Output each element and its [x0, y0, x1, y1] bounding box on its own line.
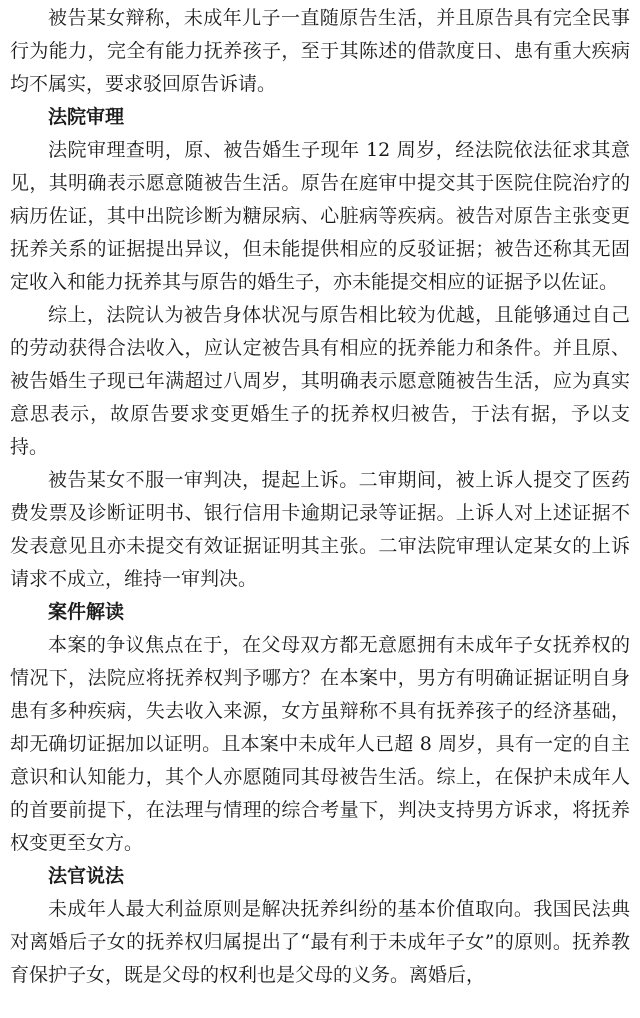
paragraph-appeal: 被告某女不服一审判决，提起上诉。二审期间，被上诉人提交了医药费发票及诊断证明书、银行信用卡逾期记录等证据。上诉人对上述证据不发表意见且亦未提交有效证据证明其主张。二审法院审理认定某女的上诉请求不成立，维持一审判决。: [10, 469, 630, 590]
paragraph-case-analysis: 本案的争议焦点在于，在父母双方都无意愿拥有未成年子女抚养权的情况下，法院应将抚养权判予哪方？在本案中，男方有明确证据证明自身患有多种疾病，失去收入来源，女方虽辩称不具有抚养孩子的经济基础，却无确切证据加以证明。且本案中未成年人已超 8 周岁，具有一定的自主意识和认知能力，其个人亦愿随同其母被告生活。综上，在保护未成年人的首要前提下，在法理与情理的综合考量下，判决支持男方诉求，将抚养权变更至女方。: [10, 634, 630, 854]
section-heading-court-trial: 法院审理: [48, 106, 125, 128]
paragraph-defendant-defense: 被告某女辩称，未成年儿子一直随原告生活，并且原告具有完全民事行为能力，完全有能力抚养孩子，至于其陈述的借款度日、患有重大疾病均不属实，要求驳回原告诉请。: [10, 7, 630, 95]
section-heading-case-analysis: 案件解读: [48, 601, 125, 623]
paragraph-trial-findings: 法院审理查明，原、被告婚生子现年 12 周岁，经法院依法征求其意见，其明确表示愿意随被告生活。原告在庭审中提交其于医院住院治疗的病历佐证，其中出院诊断为糖尿病、心脏病等疾病。被告对原告主张变更抚养关系的证据提出异议，但未能提供相应的反驳证据；被告还称其无固定收入和能力抚养其与原告的婚生子，亦未能提交相应的证据予以佐证。: [10, 139, 630, 293]
paragraph-court-conclusion: 综上，法院认为被告身体状况与原告相比较为优越，且能够通过自己的劳动获得合法收入，应认定被告具有相应的抚养能力和条件。并且原、被告婚生子现已年满超过八周岁，其明确表示愿意随被告生活，应为真实意思表示，故原告要求变更婚生子的抚养权归被告，于法有据，予以支持。: [10, 304, 630, 458]
section-heading-judge-commentary: 法官说法: [48, 865, 125, 887]
paragraph-judge-commentary: 未成年人最大利益原则是解决抚养纠纷的基本价值取向。我国民法典对离婚后子女的抚养权归属提出了“最有利于未成年子女”的原则。抚养教育保护子女，既是父母的权利也是父母的义务。离婚后，: [10, 898, 630, 986]
